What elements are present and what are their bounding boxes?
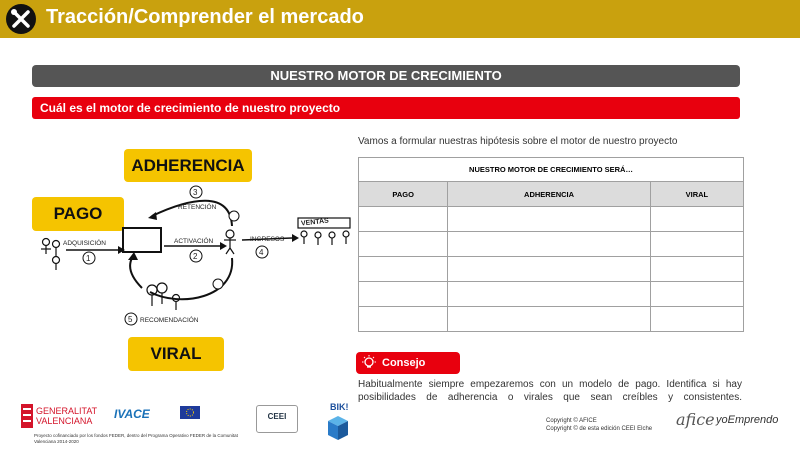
- table-cell[interactable]: [359, 307, 448, 332]
- afice-logo: afice: [676, 410, 715, 429]
- table-cell[interactable]: [448, 282, 650, 307]
- intro-text: Vamos a formular nuestras hipótesis sobre el motor de nuestro proyecto: [358, 136, 678, 147]
- table-cell[interactable]: [359, 282, 448, 307]
- funding-note-1: Proyecto cofinanciado por los fondos FEDER, dentro del Programa Operativo FEDER de la Comunitat: [34, 433, 238, 438]
- copyright-afice: Copyright © AFICE: [546, 418, 597, 424]
- consejo-label: Consejo: [382, 357, 426, 369]
- tools-icon: [6, 4, 36, 34]
- biki-cube-icon: [326, 414, 350, 442]
- table-cell[interactable]: [448, 307, 650, 332]
- question-banner: Cuál es el motor de crecimiento de nuestro proyecto: [32, 97, 740, 119]
- generalitat-line-2: VALENCIANA: [36, 416, 93, 426]
- step-label-retencion: RETENCIÓN: [178, 204, 217, 211]
- table-cell[interactable]: [650, 282, 743, 307]
- column-header-adherencia: ADHERENCIA: [448, 182, 650, 207]
- growth-engine-table: [358, 157, 744, 332]
- step-number-4: 4: [259, 248, 264, 257]
- section-title: NUESTRO MOTOR DE CRECIMIENTO: [32, 65, 740, 87]
- yoemprendo-logo: yoEmprendo: [716, 414, 779, 426]
- activated-user-icon: [224, 230, 236, 254]
- step-label-activacion: ACTIVACIÓN: [174, 238, 214, 245]
- funding-note-2: Valenciana 2014-2020: [34, 439, 79, 444]
- table-cell[interactable]: [650, 307, 743, 332]
- step-number-1: 1: [86, 254, 91, 263]
- table-row: [359, 207, 744, 232]
- step-label-recomendacion: RECOMENDACIÓN: [140, 317, 199, 324]
- copyright-ceei: Copyright © de esta edición CEEI Elche: [546, 426, 653, 432]
- users-icon: [41, 239, 60, 271]
- table-cell[interactable]: [359, 257, 448, 282]
- table-cell[interactable]: [448, 232, 650, 257]
- eu-flag-icon: [180, 406, 200, 419]
- generalitat-logo-icon: [20, 402, 34, 430]
- generalitat-line-1: GENERALITAT: [36, 406, 98, 416]
- ceei-logo: CEEI: [256, 405, 298, 433]
- table-row: [359, 257, 744, 282]
- product-box: [123, 228, 161, 252]
- ventas-label: VENTAS: [300, 217, 330, 228]
- adherencia-tag: ADHERENCIA: [124, 149, 252, 182]
- table-row: [359, 307, 744, 332]
- table-cell[interactable]: [448, 257, 650, 282]
- table-title: NUESTRO MOTOR DE CRECIMIENTO SERÁ…: [359, 158, 744, 182]
- step-number-2: 2: [193, 252, 198, 261]
- ivace-logo: IVACE: [114, 407, 150, 421]
- table-cell[interactable]: [359, 232, 448, 257]
- generalitat-logo: [36, 406, 97, 426]
- biki-logo: BIK!: [330, 402, 349, 412]
- table-cell[interactable]: [650, 257, 743, 282]
- table-cell[interactable]: [448, 207, 650, 232]
- table-row: [359, 282, 744, 307]
- consejo-text: Habitualmente siempre empezaremos con un modelo de pago. Identifica si hay posibilidades de adherencia o virales que sean creíbles y consistentes.: [358, 379, 742, 403]
- pago-tag: PAGO: [32, 197, 124, 231]
- step-label-ingresos: INGRESOS: [250, 236, 285, 243]
- step-label-adquisicion: ADQUISICIÓN: [63, 240, 106, 247]
- table-row: [359, 232, 744, 257]
- column-header-viral: VIRAL: [650, 182, 743, 207]
- customers-icon: [301, 231, 349, 245]
- lightbulb-icon: [360, 354, 378, 372]
- column-header-pago: PAGO: [359, 182, 448, 207]
- table-cell[interactable]: [650, 207, 743, 232]
- table-cell[interactable]: [650, 232, 743, 257]
- table-cell[interactable]: [359, 207, 448, 232]
- page-title: Tracción/Comprender el mercado: [46, 6, 364, 28]
- step-number-5: 5: [128, 315, 133, 324]
- viral-tag: VIRAL: [128, 337, 224, 371]
- step-number-3: 3: [193, 188, 198, 197]
